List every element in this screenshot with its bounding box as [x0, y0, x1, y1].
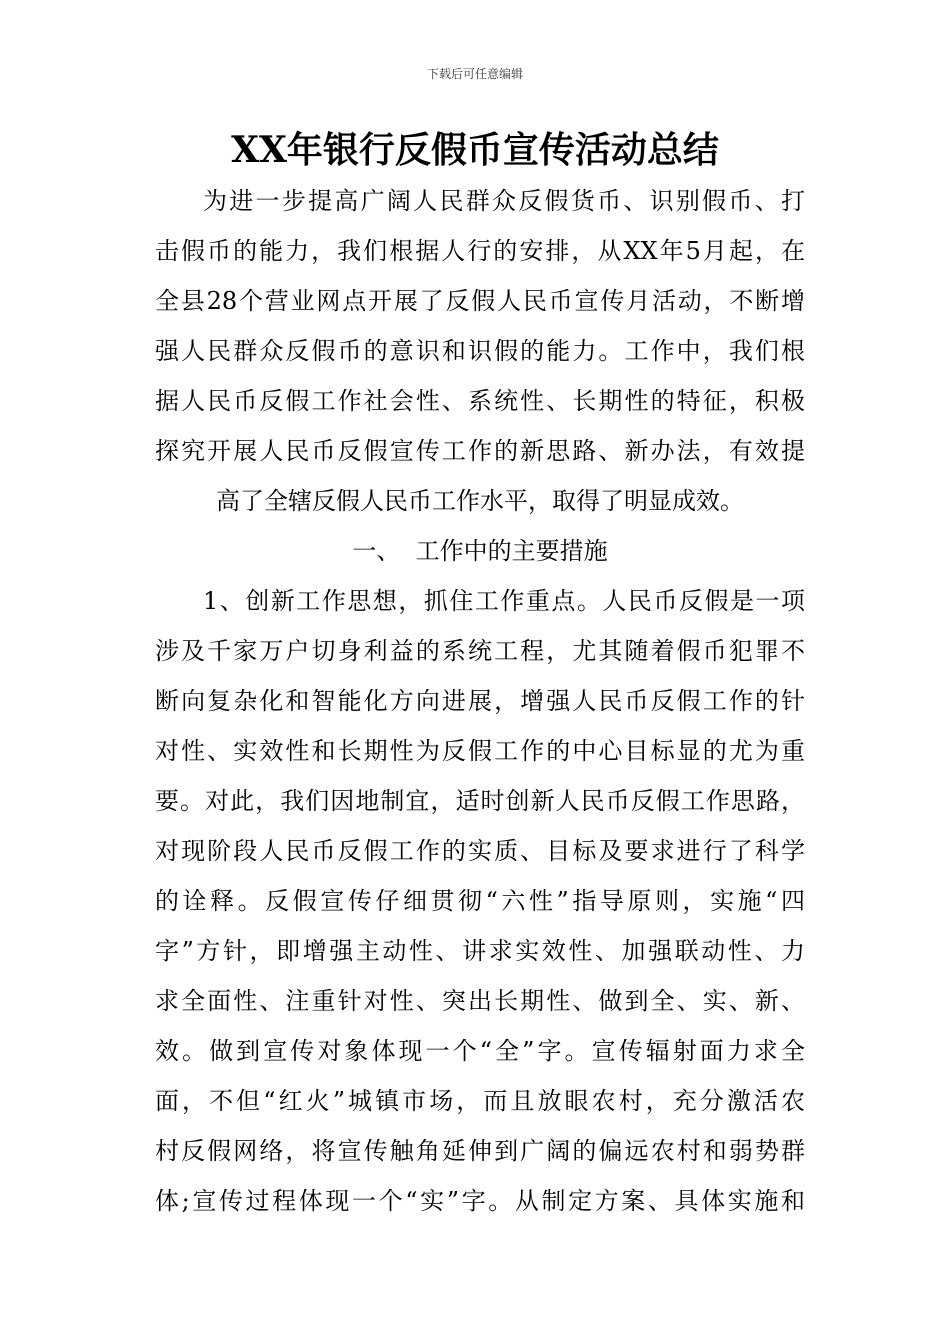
- page-header-note: 下载后可任意编辑: [426, 67, 523, 81]
- intro-line-2: 击假币的能力，我们根据人行的安排，从XX年5月起，在: [155, 237, 805, 265]
- section-line-3: 断向复杂化和智能化方向进展，增强人民币反假工作的针: [155, 687, 805, 715]
- intro-line-4: 强人民群众反假币的意识和识假的能力。工作中，我们根: [155, 337, 805, 365]
- section-line-6: 对现阶段人民币反假工作的实质、目标及要求进行了科学: [155, 837, 805, 865]
- section-line-10: 效。做到宣传对象体现一个“全”字。宣传辐射面力求全: [155, 1037, 805, 1065]
- section-line-7: 的诠释。反假宣传仔细贯彻“六性”指导原则，实施“四: [155, 887, 805, 915]
- section-line-2: 涉及千家万户切身利益的系统工程，尤其随着假币犯罪不: [155, 637, 805, 665]
- intro-line-5: 据人民币反假工作社会性、系统性、长期性的特征，积极: [155, 387, 805, 415]
- document-body: [155, 176, 805, 1226]
- section-line-11: 面，不但“红火”城镇市场，而且放眼农村，充分激活农: [155, 1087, 805, 1115]
- section-line-4: 对性、实效性和长期性为反假工作的中心目标显的尤为重: [155, 737, 805, 765]
- intro-line-7: 高了全辖反假人民币工作水平，取得了明显成效。: [216, 487, 744, 515]
- intro-line-6: 探究开展人民币反假宣传工作的新思路、新办法，有效提: [155, 437, 805, 465]
- section-line-9: 求全面性、注重针对性、突出长期性、做到全、实、新、: [155, 987, 805, 1015]
- section-line-8: 字”方针，即增强主动性、讲求实效性、加强联动性、力: [155, 937, 805, 965]
- section-heading: 一、 工作中的主要措施: [352, 537, 608, 565]
- section-line-12: 村反假网络，将宣传触角延伸到广阔的偏远农村和弱势群: [155, 1137, 805, 1165]
- section-line-1: 1、创新工作思想，抓住工作重点。人民币反假是一项: [203, 587, 805, 615]
- intro-line-1: 为进一步提高广阔人民群众反假货币、识别假币、打: [203, 187, 805, 215]
- section-line-5: 要。对此，我们因地制宜，适时创新人民币反假工作思路，: [155, 787, 805, 815]
- document-title: XX年银行反假币宣传活动总结: [231, 129, 719, 171]
- intro-line-3: 全县28个营业网点开展了反假人民币宣传月活动，不断增: [155, 287, 805, 315]
- section-line-13: 体;宣传过程体现一个“实”字。从制定方案、具体实施和: [155, 1187, 805, 1215]
